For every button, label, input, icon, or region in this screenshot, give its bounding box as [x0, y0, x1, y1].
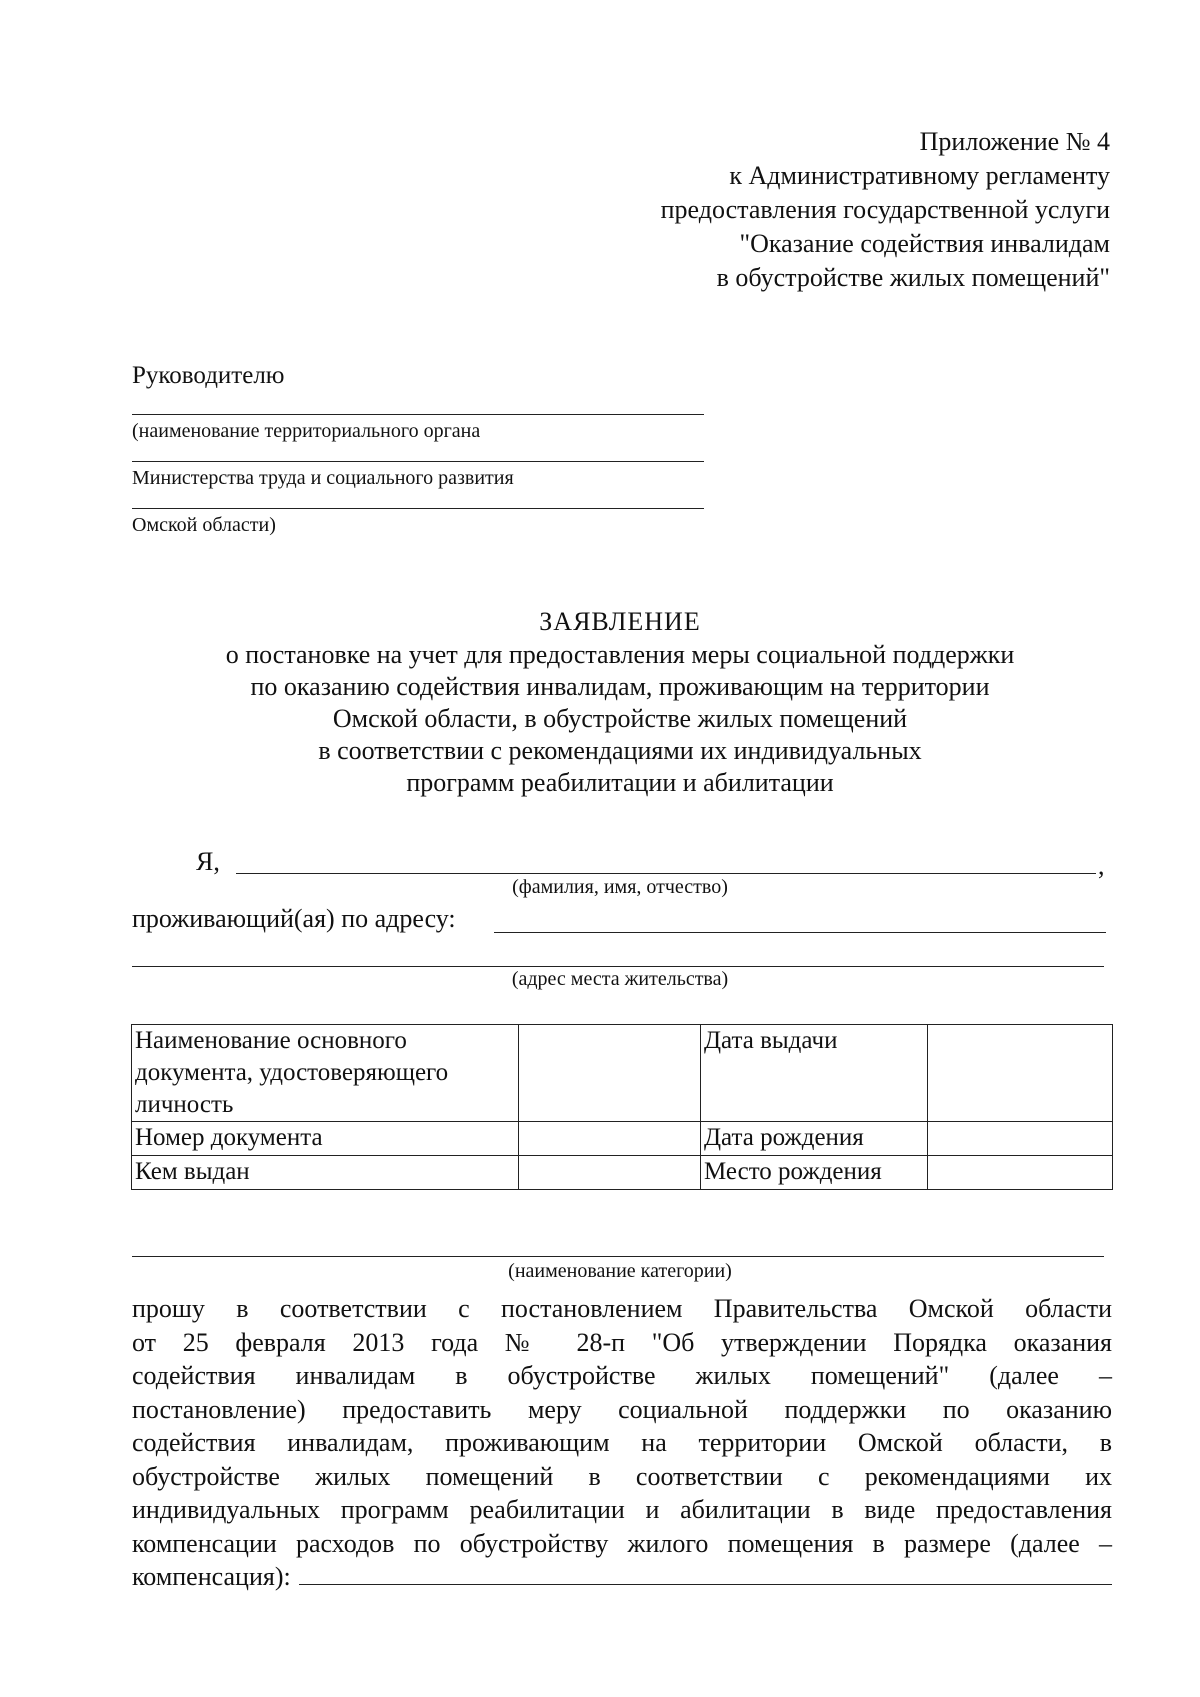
- compensation-amount-field[interactable]: [299, 1562, 1112, 1585]
- request-paragraph: [132, 1292, 1112, 1594]
- statement-title: [150, 606, 1090, 799]
- request-line: содействия инвалидам в обустройстве жилых помещений" (далее –: [132, 1361, 1112, 1390]
- table-input-cell[interactable]: [519, 1122, 701, 1156]
- appendix-header: [510, 125, 1110, 295]
- category-caption: (наименование категории): [508, 1260, 732, 1282]
- request-line: от 25 февраля 2013 года № 28-п "Об утверждении Порядка оказания: [132, 1327, 1112, 1357]
- table-input-cell[interactable]: [928, 1122, 1113, 1156]
- table-label-cell: Кем выдан: [132, 1156, 519, 1190]
- addressee-lead: Руководителю: [132, 362, 285, 389]
- full-name-field[interactable]: [236, 873, 1096, 874]
- table-label-cell: Номер документа: [132, 1122, 519, 1156]
- statement-subtitle-line: в соответствии с рекомендациями их индивидуальных: [318, 736, 922, 765]
- addressee-caption: Омской области): [132, 514, 276, 536]
- statement-subtitle-line: Омской области, в обустройстве жилых помещений: [332, 704, 908, 733]
- appendix-line: Приложение № 4: [919, 127, 1110, 156]
- request-line: обустройстве жилых помещений в соответствии с рекомендациями их: [132, 1461, 1112, 1491]
- appendix-line: предоставления государственной услуги: [660, 195, 1110, 224]
- compensation-label: компенсация):: [132, 1562, 291, 1591]
- full-name-caption: (фамилия, имя, отчество): [512, 876, 728, 898]
- table-row: [132, 1156, 1113, 1190]
- request-line: компенсации расходов по обустройству жилого помещения в размере (далее –: [132, 1528, 1112, 1558]
- name-comma: ,: [1098, 851, 1105, 880]
- address-caption: (адрес места жительства): [511, 968, 729, 990]
- addressee-fill-line[interactable]: [132, 414, 704, 415]
- table-label-cell: Наименование основного документа, удостоверяющего личность: [132, 1025, 519, 1122]
- address-field-line2[interactable]: [132, 966, 1104, 967]
- addressee-fill-line[interactable]: [132, 508, 704, 509]
- request-line: индивидуальных программ реабилитации и абилитации в виде предоставления: [132, 1495, 1112, 1524]
- table-input-cell[interactable]: [928, 1156, 1113, 1190]
- table-input-cell[interactable]: [519, 1025, 701, 1122]
- request-line: прошу в соответствии с постановлением Правительства Омской области: [132, 1294, 1112, 1323]
- appendix-line: "Оказание содействия инвалидам: [739, 229, 1110, 258]
- addressee-block: [132, 362, 712, 537]
- table-row: [132, 1122, 1113, 1156]
- request-line: постановление) предоставить меру социальной поддержки по оказанию: [132, 1394, 1112, 1424]
- table-label-cell: Дата рождения: [701, 1122, 928, 1156]
- i-label: Я,: [196, 847, 220, 876]
- appendix-line: в обустройстве жилых помещений": [716, 263, 1110, 292]
- table-label-cell: Место рождения: [701, 1156, 928, 1190]
- identity-document-table: [131, 1024, 1113, 1190]
- table-label-cell: Дата выдачи: [701, 1025, 928, 1122]
- appendix-line: к Административному регламенту: [729, 161, 1110, 190]
- statement-subtitle-line: о постановке на учет для предоставления меры социальной поддержки: [225, 640, 1015, 669]
- statement-subtitle-line: по оказанию содействия инвалидам, проживающим на территории: [250, 672, 990, 701]
- category-field[interactable]: [132, 1256, 1104, 1257]
- addressee-fill-line[interactable]: [132, 461, 704, 462]
- table-input-cell[interactable]: [519, 1156, 701, 1190]
- statement-heading: ЗАЯВЛЕНИЕ: [539, 607, 701, 636]
- table-input-cell[interactable]: [928, 1025, 1113, 1122]
- address-field[interactable]: [494, 932, 1106, 933]
- statement-subtitle-line: программ реабилитации и абилитации: [406, 768, 834, 797]
- address-label: проживающий(ая) по адресу:: [132, 904, 456, 933]
- addressee-caption: Министерства труда и социального развития: [132, 467, 514, 489]
- request-line: содействия инвалидам, проживающим на территории Омской области, в: [132, 1428, 1112, 1457]
- table-row: [132, 1025, 1113, 1122]
- addressee-caption: (наименование территориального органа: [132, 420, 481, 442]
- compensation-line: [132, 1560, 1112, 1594]
